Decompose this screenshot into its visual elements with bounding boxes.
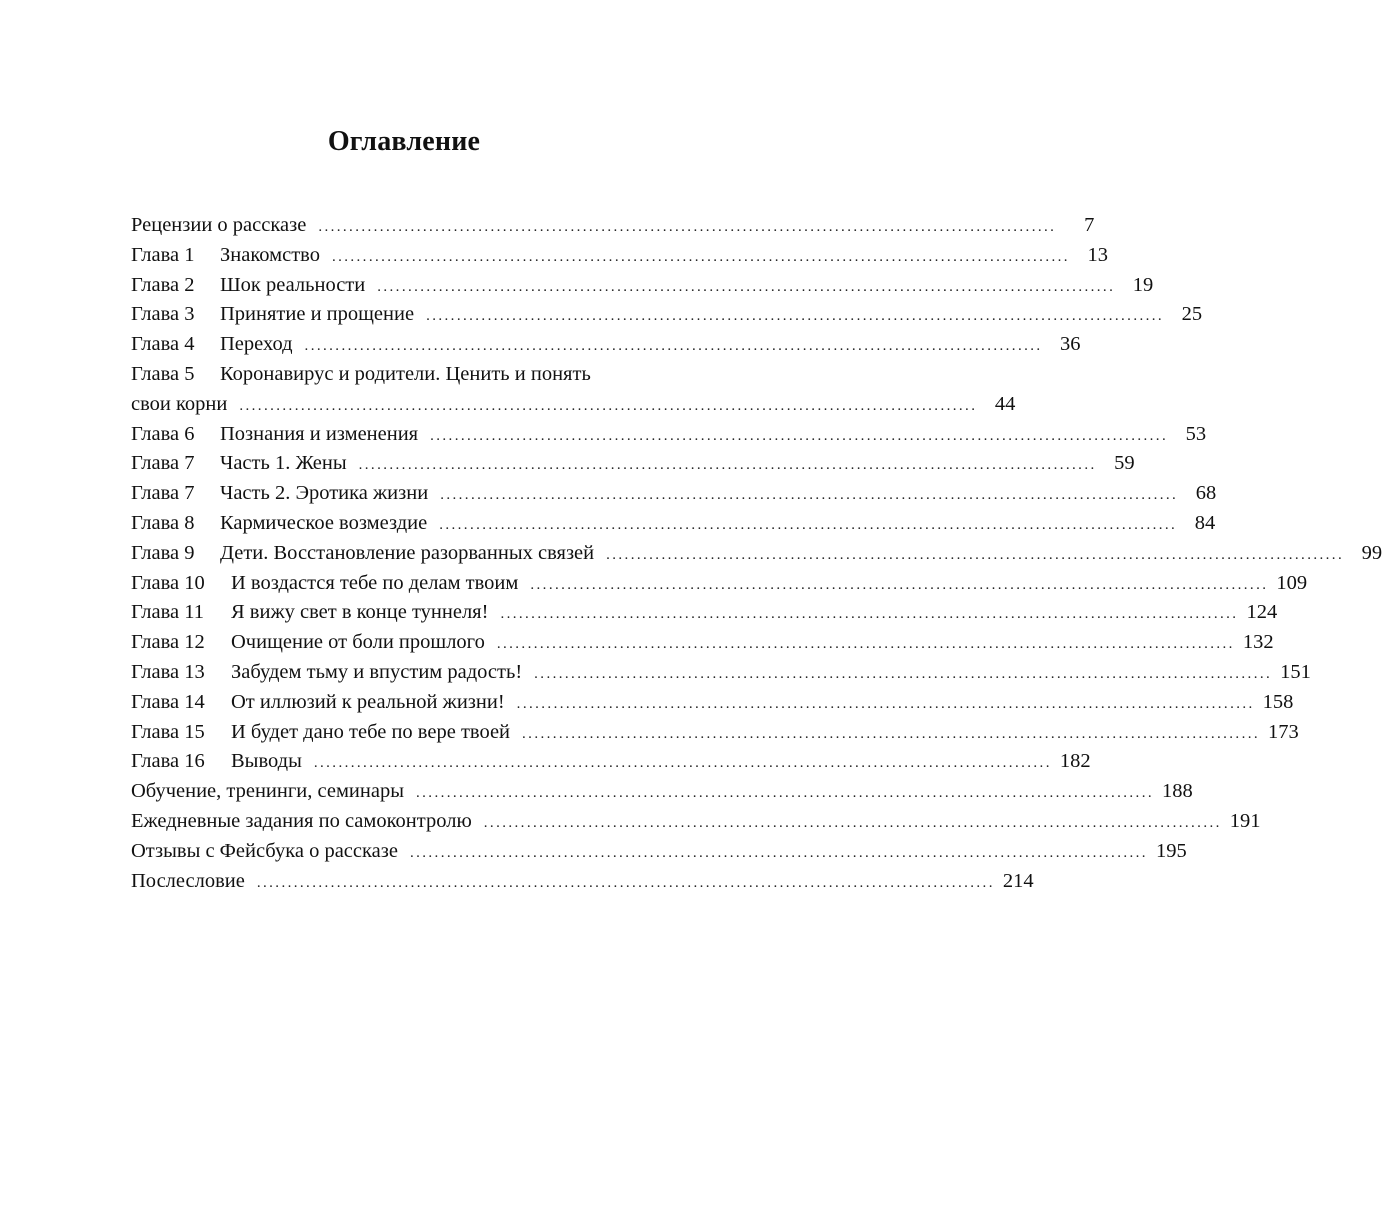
toc-entry-label (131, 479, 428, 509)
toc-page-number: 36 (1060, 333, 1081, 356)
toc-entry-label (131, 807, 472, 837)
toc-entry (131, 479, 1217, 509)
toc-page-number: 25 (1181, 303, 1203, 326)
toc-page-number: 182 (1059, 750, 1091, 773)
toc-page-number: 173 (1268, 720, 1299, 743)
toc-entry-label (131, 747, 302, 777)
toc-entry-label (131, 300, 414, 330)
toc-chapter-number: Глава 10 (131, 571, 205, 594)
toc-entry-title: Ежедневные задания по самоконтролю (131, 809, 472, 832)
toc-entry-title: Переход (220, 333, 293, 356)
toc-leader-dots: ........................................................................................................................ (313, 755, 1052, 772)
toc-entry (131, 241, 1108, 271)
toc-leader-dots: ........................................................................................................................ (377, 278, 1116, 295)
toc-chapter-number: Глава 2 (131, 273, 195, 296)
toc-leader-dots: ........................................................................................................................ (331, 248, 1070, 265)
toc-entry-label (131, 598, 488, 628)
toc-entry (131, 420, 1207, 450)
toc-entry-title: И будет дано тебе по вере твоей (231, 720, 511, 743)
toc-page-number: 59 (1114, 452, 1135, 475)
toc-leader-dots: ........................................................................................................................ (318, 219, 1057, 235)
toc-entry-title: Коронавирус и родители. Ценить и понять (220, 362, 591, 385)
toc-leader-dots: ........................................................................................................................ (534, 665, 1273, 682)
toc-page-number: 84 (1194, 511, 1216, 534)
toc-entry-label (131, 449, 347, 479)
table-of-contents (131, 211, 1382, 896)
toc-entry-title: Шок реальности (220, 273, 366, 296)
toc-entry (131, 598, 1278, 628)
toc-entry-label (131, 628, 485, 658)
toc-entry (131, 539, 1382, 569)
toc-page-number: 214 (1002, 869, 1034, 892)
toc-page-number: 191 (1229, 809, 1261, 832)
toc-leader-dots: ........................................................................................................................ (530, 576, 1269, 593)
toc-page-number: 99 (1361, 541, 1382, 564)
toc-entry-title: И воздастся тебе по делам твоим (231, 571, 519, 594)
toc-page-number: 132 (1242, 631, 1274, 654)
toc-leader-dots: ........................................................................................................................ (358, 457, 1097, 474)
toc-chapter-number: Глава 15 (131, 720, 205, 743)
toc-entry-label (131, 360, 591, 390)
toc-entry-title: Рецензии о рассказе (131, 214, 307, 236)
toc-entry-title: Принятие и прощение (220, 303, 415, 326)
toc-leader-dots: ........................................................................................................................ (426, 308, 1165, 325)
toc-entry-label (131, 509, 427, 539)
toc-entry-title: Послесловие (131, 869, 245, 892)
toc-entry-title: От иллюзий к реальной жизни! (231, 690, 505, 713)
toc-chapter-number: Глава 7 (131, 482, 195, 505)
toc-entry-title: Обучение, тренинги, семинары (131, 780, 404, 803)
toc-entry-title: Очищение от боли прошлого (231, 631, 485, 654)
toc-entry-title: Часть 2. Эротика жизни (220, 482, 429, 505)
toc-page-number: 68 (1195, 482, 1217, 505)
toc-entry-label (131, 241, 320, 271)
page-title: Оглавление (327, 125, 481, 157)
toc-leader-dots: ........................................................................................................................ (416, 785, 1154, 802)
toc-entry-label (131, 658, 522, 688)
toc-entry (131, 777, 1193, 807)
toc-entry (131, 390, 1016, 420)
toc-entry-title: Дети. Восстановление разорванных связей (220, 541, 595, 564)
toc-page-number: 44 (994, 392, 1016, 415)
toc-page-number: 109 (1276, 571, 1308, 594)
toc-entry-title: Познания и изменения (220, 422, 419, 445)
toc-entry-label (131, 390, 227, 420)
toc-leader-dots: ........................................................................................................................ (516, 695, 1255, 712)
toc-entry (131, 300, 1203, 330)
toc-page-number: 53 (1185, 422, 1207, 445)
toc-entry-label (131, 271, 365, 301)
toc-entry-label (131, 867, 245, 897)
toc-leader-dots: ........................................................................................................................ (439, 516, 1178, 533)
toc-entry (131, 449, 1135, 479)
toc-page-number: 151 (1280, 660, 1311, 683)
toc-page-number: 124 (1246, 601, 1278, 624)
toc-chapter-number: Глава 6 (131, 422, 195, 445)
toc-chapter-number: Глава 8 (131, 511, 195, 534)
toc-chapter-number: Глава 14 (131, 690, 205, 713)
toc-page-number: 188 (1162, 780, 1193, 803)
toc-chapter-number: Глава 13 (131, 660, 205, 683)
toc-entry (131, 271, 1154, 301)
toc-entry-label (131, 211, 306, 241)
toc-page-number: 13 (1087, 243, 1108, 266)
toc-entry-label (131, 330, 293, 360)
toc-leader-dots: ........................................................................................................................ (430, 427, 1169, 444)
toc-entry-title: Часть 1. Жены (220, 452, 347, 475)
toc-entry-title: Выводы (231, 750, 302, 773)
toc-chapter-number: Глава 7 (131, 452, 195, 475)
toc-chapter-number: Глава 16 (131, 750, 205, 773)
toc-entry (131, 628, 1274, 658)
toc-leader-dots: ........................................................................................................................ (522, 725, 1261, 742)
toc-entry-label (131, 688, 505, 718)
toc-entry-label (131, 420, 418, 450)
toc-entry (131, 211, 1095, 241)
toc-entry (131, 688, 1294, 718)
toc-chapter-number: Глава 5 (131, 362, 195, 385)
toc-chapter-number: Глава 11 (131, 601, 205, 624)
toc-chapter-number: Глава 1 (131, 243, 195, 266)
toc-page-number: 158 (1262, 690, 1294, 713)
toc-leader-dots: ........................................................................................................................ (409, 844, 1148, 861)
toc-entry-title: Знакомство (220, 243, 320, 266)
toc-entry-title: Отзывы с Фейсбука о рассказе (131, 839, 398, 862)
toc-entry-label (131, 718, 510, 748)
toc-entry-label (131, 777, 404, 807)
toc-entry (131, 330, 1081, 360)
toc-page-number: 195 (1155, 839, 1187, 862)
toc-leader-dots: ........................................................................................................................ (239, 397, 978, 414)
toc-entry-title: свои корни (131, 392, 228, 415)
toc-entry-title: Я вижу свет в конце туннеля! (231, 601, 489, 624)
toc-entry (131, 747, 1091, 777)
toc-entry (131, 360, 728, 390)
toc-entry-label (131, 569, 518, 599)
toc-chapter-number: Глава 12 (131, 631, 205, 654)
toc-entry (131, 658, 1311, 688)
toc-entry (131, 569, 1308, 599)
toc-chapter-number: Глава 4 (131, 333, 195, 356)
toc-entry-title: Забудем тьму и впустим радость! (231, 660, 523, 683)
toc-chapter-number: Глава 3 (131, 303, 195, 326)
toc-leader-dots: ........................................................................................................................ (483, 814, 1222, 831)
toc-leader-dots: ........................................................................................................................ (440, 487, 1179, 504)
toc-page-number: 7 (1084, 214, 1095, 236)
toc-entry-title: Кармическое возмездие (220, 511, 428, 534)
toc-leader-dots: ........................................................................................................................ (500, 606, 1239, 623)
toc-entry (131, 807, 1261, 837)
toc-entry-label (131, 539, 594, 569)
toc-entry (131, 509, 1216, 539)
toc-entry (131, 718, 1299, 748)
toc-entry (131, 837, 1187, 867)
toc-entry-label (131, 837, 398, 867)
toc-leader-dots: ........................................................................................................................ (496, 636, 1235, 653)
toc-leader-dots: ........................................................................................................................ (256, 874, 995, 891)
toc-leader-dots: ........................................................................................................................ (304, 338, 1043, 355)
toc-leader-dots: ........................................................................................................................ (606, 546, 1345, 563)
toc-chapter-number: Глава 9 (131, 541, 195, 564)
toc-page-number: 19 (1132, 273, 1154, 296)
toc-entry (131, 867, 1034, 897)
